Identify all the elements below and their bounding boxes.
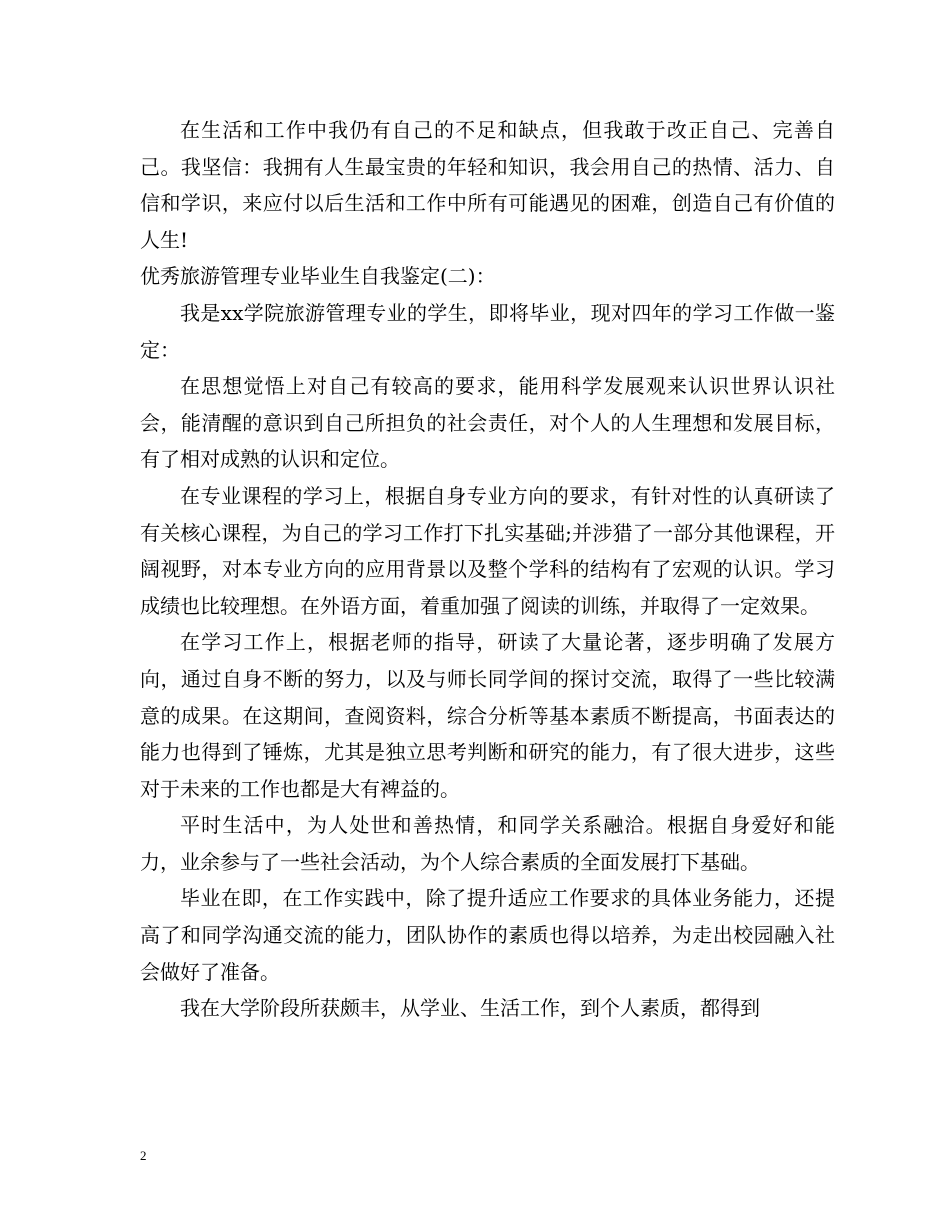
page-number: 2 (140, 1148, 147, 1163)
paragraph-5: 在学习工作上，根据老师的指导，研读了大量论著，逐步明确了发展方向，通过自身不断的努力，以及与师长同学间的探讨交流，取得了一些比较满意的成果。在这期间，查阅资料，综合分析等基本素质不断提高，书面表达的能力也得到了锤炼，尤其是独立思考判断和研究的能力，有了很大进步，这些对于未来的工作也都是大有裨益的。 (140, 630, 835, 801)
paragraph-2: 我是xx学院旅游管理专业的学生，即将毕业，现对四年的学习工作做一鉴定： (140, 300, 835, 362)
paragraph-1: 在生活和工作中我仍有自己的不足和缺点，但我敢于改正自己、完善自己。我坚信：我拥有人生最宝贵的年轻和知识，我会用自己的热情、活力、自信和学识，来应付以后生活和工作中所有可能遇见的困难，创造自己有价值的人生! (140, 118, 835, 252)
paragraph-6: 平时生活中，为人处世和善热情，和同学关系融洽。根据自身爱好和能力，业余参与了一些社会活动，为个人综合素质的全面发展打下基础。 (140, 813, 835, 874)
paragraph-8: 我在大学阶段所获颇丰，从学业、生活工作，到个人素质，都得到 (180, 996, 760, 1021)
section-heading: 优秀旅游管理专业毕业生自我鉴定(二)： (140, 264, 496, 289)
document-body (140, 112, 835, 1027)
paragraph-7: 毕业在即，在工作实践中，除了提升适应工作要求的具体业务能力，还提高了和同学沟通交流的能力，团队协作的素质也得以培养，为走出校园融入社会做好了准备。 (140, 886, 835, 984)
paragraph-3: 在思想觉悟上对自己有较高的要求，能用科学发展观来认识世界认识社会，能清醒的意识到自己所担负的社会责任，对个人的人生理想和发展目标，有了相对成熟的认识和定位。 (140, 374, 835, 472)
paragraph-4: 在专业课程的学习上，根据自身专业方向的要求，有针对性的认真研读了有关核心课程，为自己的学习工作打下扎实基础;并涉猎了一部分其他课程，开阔视野，对本专业方向的应用背景以及整个学科的结构有了宏观的认识。学习成绩也比较理想。在外语方面，着重加强了阅读的训练，并取得了一定效果。 (140, 483, 835, 618)
